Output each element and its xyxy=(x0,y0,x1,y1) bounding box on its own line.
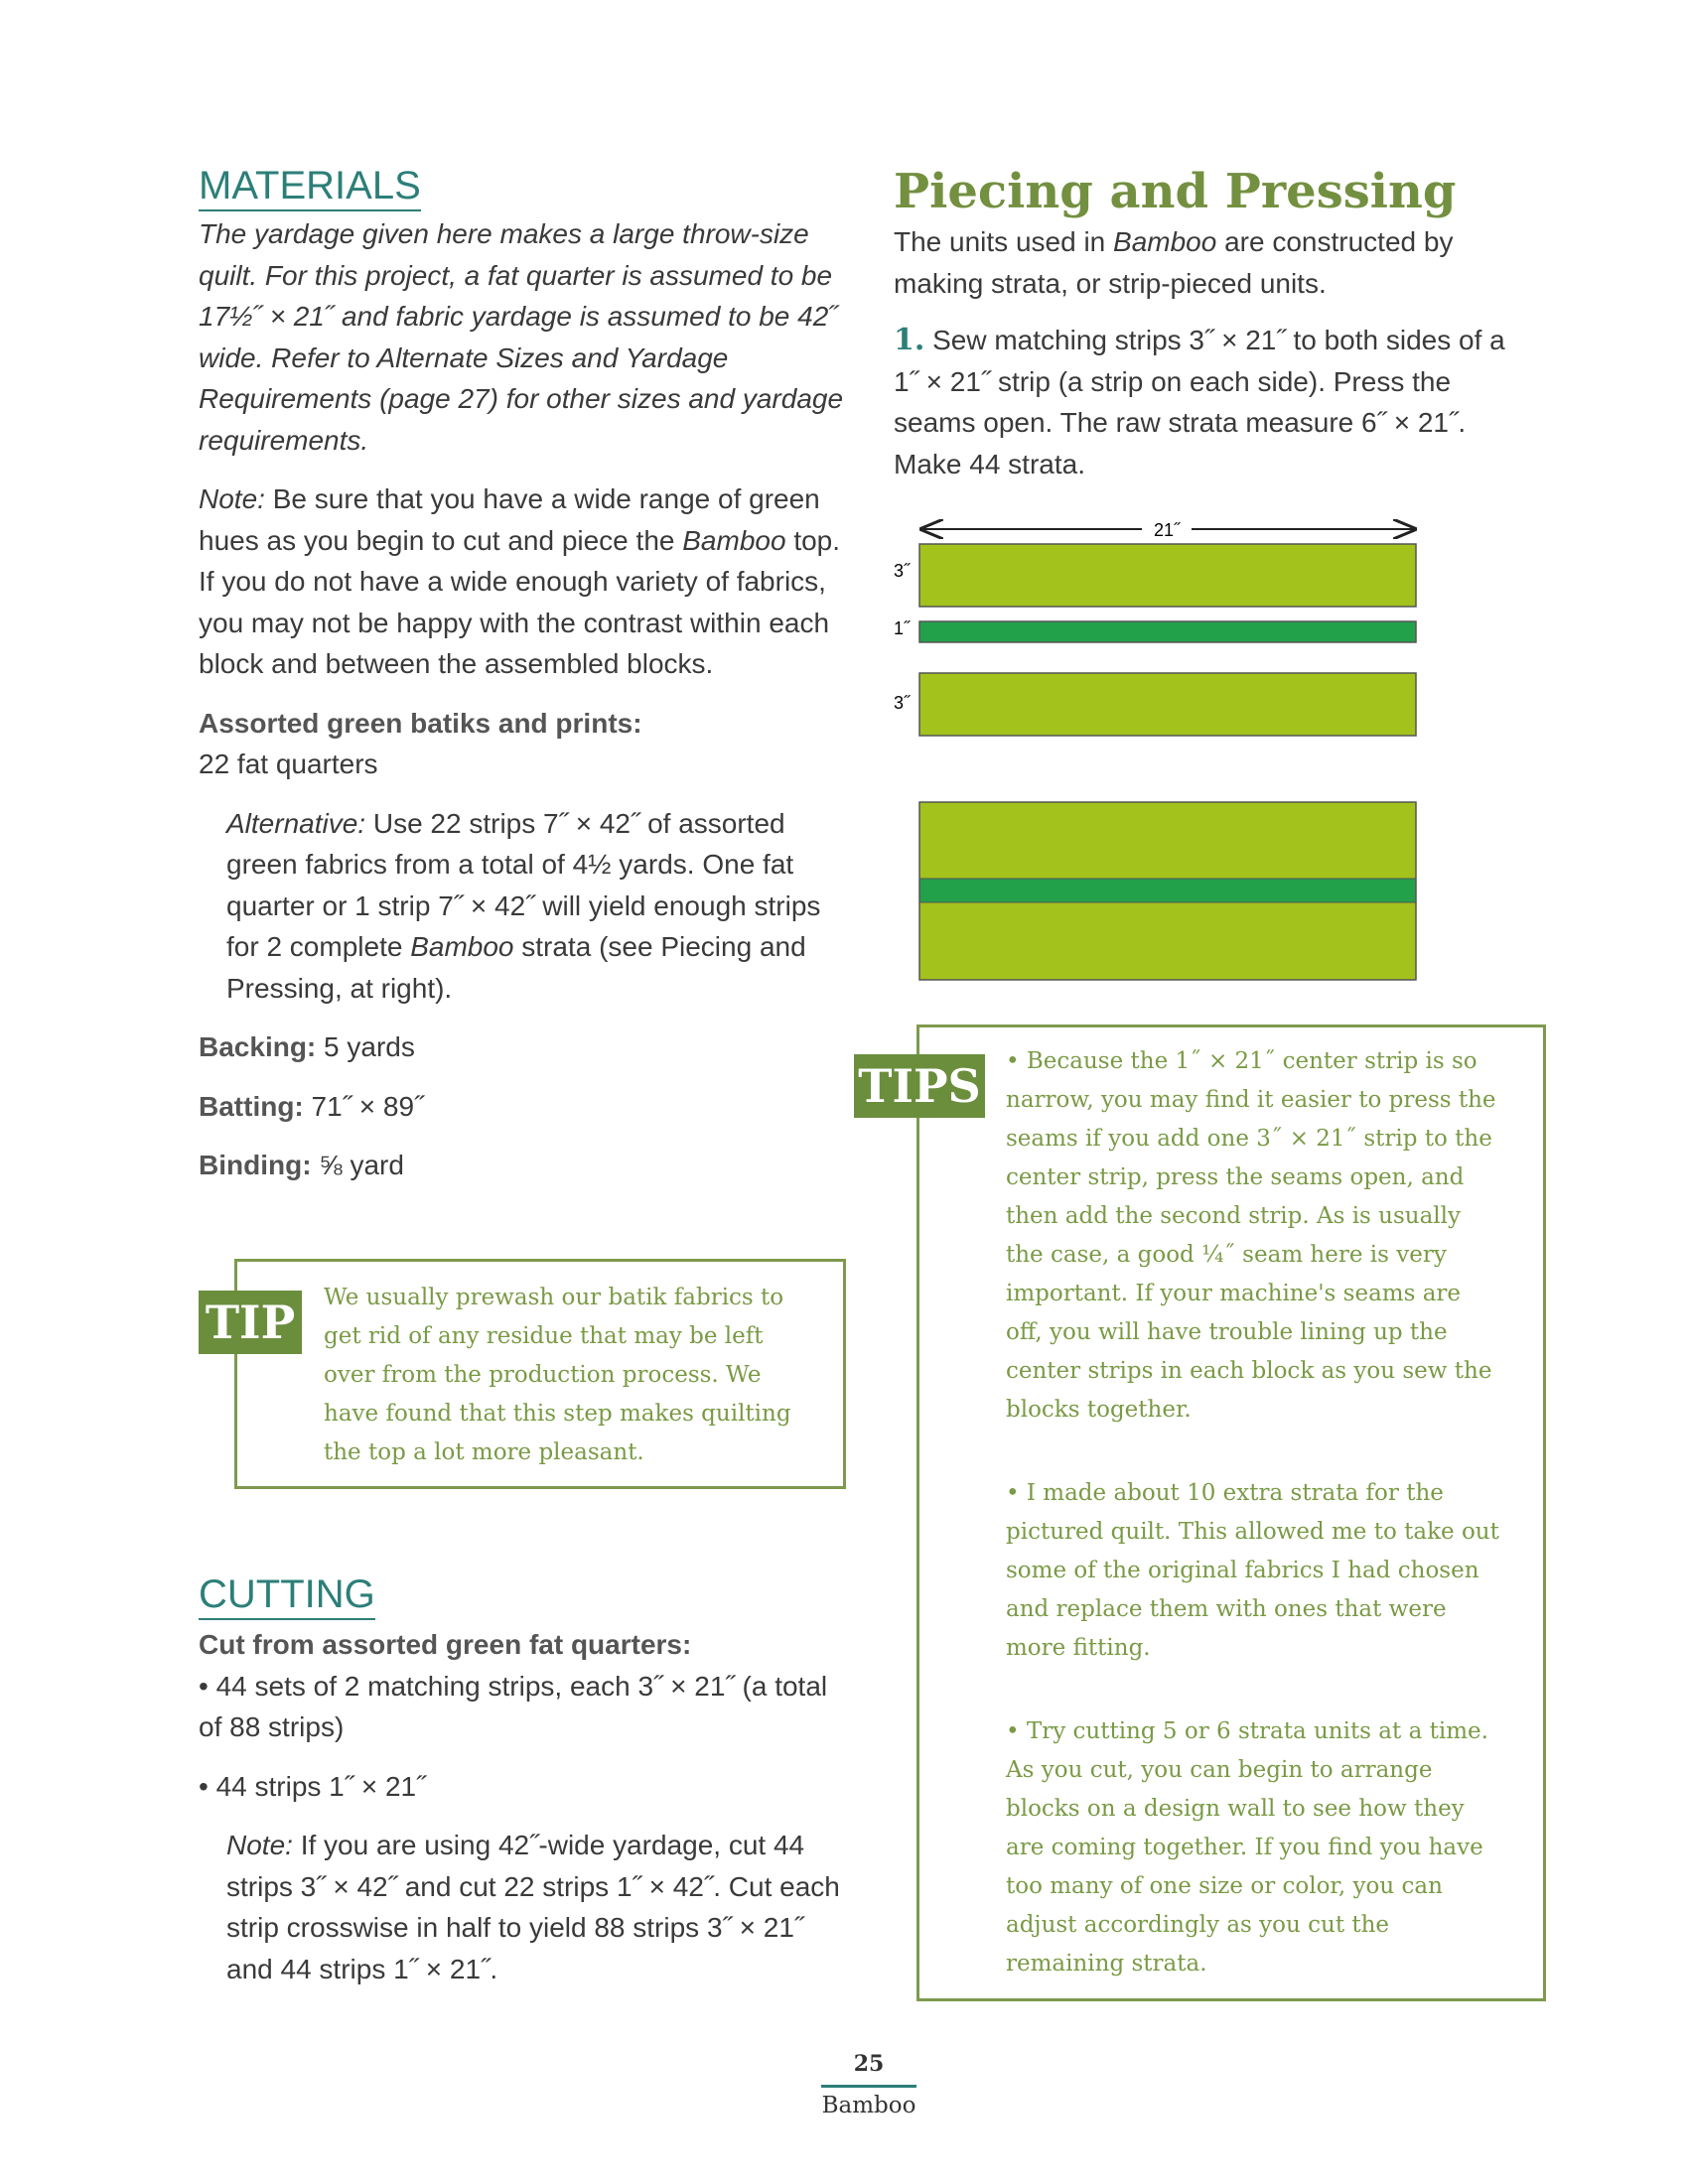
footer-rule xyxy=(821,2085,916,2088)
assorted-label: Assorted green batiks and prints: xyxy=(199,707,642,739)
binding-value: ⅝ yard xyxy=(311,1150,404,1180)
assorted-value: 22 fat quarters xyxy=(199,749,378,779)
tips-item-2: • I made about 10 extra strata for the pictured quilt. This allowed me to take out some of the original fabrics I had chosen and replace them with ones that were more fitting. xyxy=(1006,1480,1499,1661)
footer-title: Bamboo xyxy=(821,2093,916,2118)
cutting-bullet-2: • 44 strips 1˝ × 21˝ xyxy=(199,1770,426,1802)
note-text-1: Be sure that you have a wide range of green hues as you begin to cut and piece the xyxy=(199,483,820,556)
batting-value: 71˝ × 89˝ xyxy=(303,1090,424,1122)
assembled-strata xyxy=(919,802,1416,980)
assembled-center xyxy=(919,879,1416,903)
tip-text: We usually prewash our batik fabrics to get rid of any residue that may be left over from the production process. We have found that this step makes quilting the top a lot more pleasant. xyxy=(324,1285,791,1465)
middle-strip xyxy=(919,621,1416,642)
bottom-strip xyxy=(919,673,1416,736)
materials-heading: MATERIALS xyxy=(199,164,421,211)
alt-text-2: strata (see Piecing and Pressing, at right). xyxy=(226,931,806,1004)
strata-diagram xyxy=(889,511,1445,988)
materials-section xyxy=(199,164,844,1186)
materials-intro: The yardage given here makes a large throw-size quilt. For this project, a fat quarter is assumed to be 17½˝ × 21˝ and fabric yardage is assumed to be 42˝ wide. Refer to Alternate Sizes and Yardage Requirements (page 27) for other sizes and yardage requirements. xyxy=(199,218,844,456)
assembled-bottom xyxy=(919,902,1416,980)
backing-label: Backing: xyxy=(199,1031,317,1062)
batting-line xyxy=(199,1086,844,1128)
materials-note xyxy=(199,478,844,685)
assorted-green xyxy=(199,703,844,785)
middle-strip-label: 1˝ xyxy=(894,618,911,638)
binding-label: Binding: xyxy=(199,1150,312,1180)
backing-value: 5 yards xyxy=(316,1031,415,1062)
backing-line xyxy=(199,1026,844,1068)
cutting-bullet-1: • 44 sets of 2 matching strips, each 3˝ × 21˝ (a total of 88 strips) xyxy=(199,1670,828,1742)
page-number: 25 xyxy=(853,2051,885,2077)
cutting-note-label: Note: xyxy=(226,1830,293,1860)
piecing-intro-italic: Bamboo xyxy=(1113,226,1217,257)
tips-content xyxy=(1006,1042,1502,1983)
alt-label: Alternative: xyxy=(226,807,366,839)
note-label: Note: xyxy=(199,483,265,514)
binding-line xyxy=(199,1145,844,1186)
top-strip-label: 3˝ xyxy=(894,561,911,581)
step-1 xyxy=(894,320,1529,484)
assembled-top xyxy=(919,802,1416,880)
piecing-heading: Piecing and Pressing xyxy=(894,164,1457,219)
cutting-note xyxy=(226,1825,844,1989)
piecing-intro xyxy=(894,221,1529,304)
width-label: 21˝ xyxy=(1153,520,1181,540)
tips-item-3: • Try cutting 5 or 6 strata units at a time. As you cut, you can begin to arrange blocks on a design wall to see how they are coming together. If you find you have too many of one size or color, you can adjust accordingly as you cut the remaining strata. xyxy=(1006,1718,1488,1977)
alt-italic: Bamboo xyxy=(410,931,514,962)
tip-tag: TIP xyxy=(199,1291,302,1354)
alt-text-1: Use 22 strips 7˝ × 42˝ of assorted green fabrics from a total of 4½ yards. One fat quarter or 1 strip 7˝ × 42˝ will yield enough strips for 2 complete xyxy=(226,807,821,962)
cutting-note-text: If you are using 42˝-wide yardage, cut 44 strips 3˝ × 42˝ and cut 22 strips 1˝ × 42˝. Cut each strip crosswise in half to yield 88 strips 3˝ × 21˝ and 44 strips 1˝ × 21˝. xyxy=(226,1830,840,1984)
tips-tag: TIPS xyxy=(854,1054,985,1118)
bottom-strip-label: 3˝ xyxy=(894,693,911,713)
piecing-intro-1: The units used in xyxy=(894,226,1114,257)
cutting-heading: CUTTING xyxy=(199,1572,375,1620)
step-number: 1. xyxy=(894,323,925,357)
tips-item-1: • Because the 1˝ × 21˝ center strip is so narrow, you may find it easier to press the seams if you add one 3˝ × 21˝ strip to the center strip, press the seams open, and then add the second strip. As is usually the case, a good ¼˝ seam here is very important. If your machine's seams are off, you will have trouble lining up the center strips in each block as you sew the blocks together. xyxy=(1006,1048,1496,1423)
batting-label: Batting: xyxy=(199,1090,304,1122)
step-text: Sew matching strips 3˝ × 21˝ to both sides of a 1˝ × 21˝ strip (a strip on each side). Press the seams open. The raw strata measure 6˝ × 21˝. Make 44 strata. xyxy=(894,325,1505,479)
cutting-section xyxy=(199,1572,844,1989)
piecing-section xyxy=(894,164,1529,484)
top-strip xyxy=(919,544,1416,607)
piecing-intro-2: are constructed by making strata, or strip-pieced units. xyxy=(894,226,1454,299)
note-italic: Bamboo xyxy=(682,524,786,556)
note-text-2: top. If you do not have a wide enough variety of fabrics, you may not be happy with the contrast within each block and between the assembled blocks. xyxy=(199,524,841,679)
cutting-subheading: Cut from assorted green fat quarters: xyxy=(199,1629,692,1660)
alternative-note xyxy=(226,803,844,1010)
